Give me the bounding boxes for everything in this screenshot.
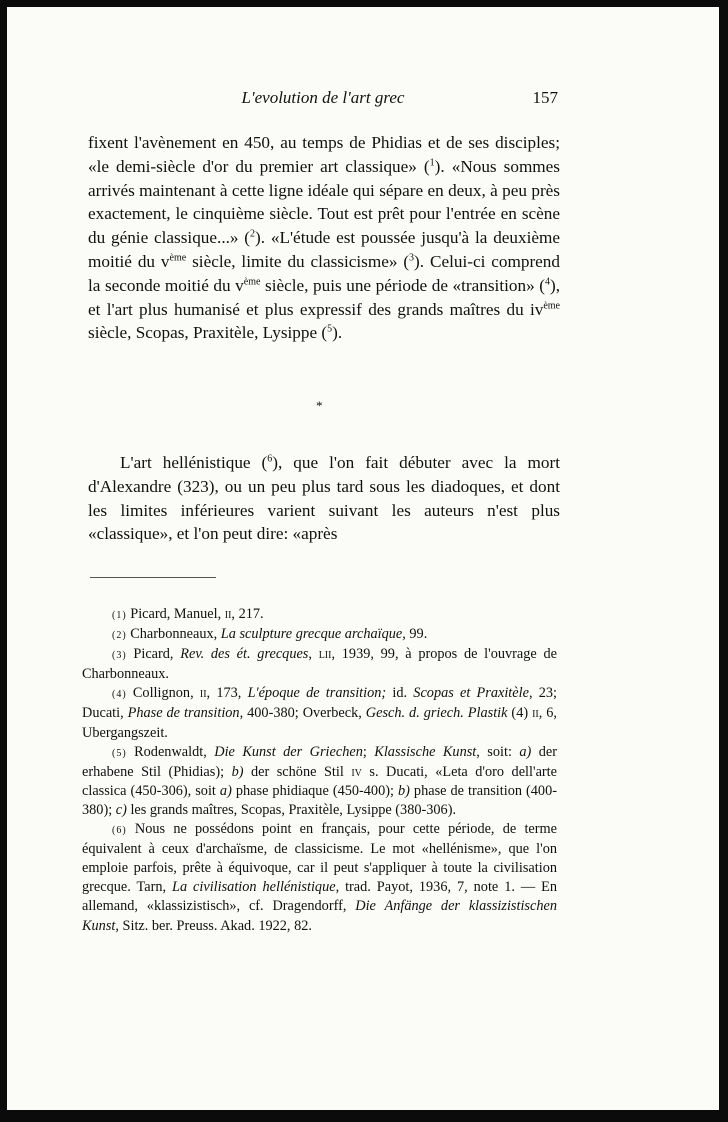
running-head (88, 88, 558, 114)
footnote-ref-1: 1 (429, 157, 435, 169)
footnote-6: (6) Nous ne possédons point en français, pour cette période, de terme équivalent à ceux d'archaïsme, de classicisme. Le mot «hellénisme», que l'on emploie parfois, prête à équivoque, car il peut s'appliquer à toute la civilisation grecque. Tarn, La civilisation hellénistique, trad. Payot, 1936, 7, note 1. — En allemand, «klassizistisch», cf. Dragendorff, Die Anfänge der klassizistischen Kunst, Sitz. ber. Preuss. Akad. 1922, 82. (82, 821, 557, 934)
footnote-ref-4: 4 (544, 276, 550, 288)
footnote-4: (4) Collignon, ii, 173, L'époque de transition; id. Scopas et Praxitèle, 23; Ducati, Phase de transition, 400-380; Overbeck, Gesch. d. griech. Plastik (4) ii, 6, Ubergangszeit. (82, 685, 558, 741)
footnotes (82, 605, 557, 936)
section-break-asterisk: * (316, 398, 323, 413)
footnote-ref-3: 3 (409, 252, 415, 264)
footnote-2: (2) Charbonneaux, La sculpture grecque archaïque, 99. (112, 626, 428, 643)
footnote-ref-5: 5 (327, 323, 333, 335)
footnote-ref-6: 6 (267, 453, 273, 465)
page-number: 157 (532, 88, 558, 107)
footnote-5: (5) Rodenwaldt, Die Kunst der Griechen; Klassische Kunst, soit: a) der erhabene Stil (Phidias); b) der schöne Stil iv s. Ducati, «Leta d'oro dell'arte classica (450-306), soit a) phase phidiaque (450-400); b) phase de transition (400-380); c) les grands maîtres, Scopas, Praxitèle, Lysippe (380-306). (82, 743, 557, 818)
footnote-1: (1) Picard, Manuel, ii, 217. (112, 606, 264, 622)
footnote-3: (3) Picard, Rev. des ét. grecques, lii, 1939, 99, à propos de l'ouvrage de Charbonneaux. (82, 646, 557, 683)
footnote-ref-2: 2 (250, 228, 256, 240)
body-paragraph-2: L'art hellénistique ($^6$), que l'on fait débuter avec la mort d'Alexandre (323), ou un peu plus tard sous les diadoques, et dont les limites inférieures varient suivant les auteurs n'est plus «classique», et l'on peut dire: «après (88, 453, 560, 544)
running-title: L'evolution de l'art grec (241, 88, 405, 107)
body-paragraph-1: fixent l'avènement en 450, au temps de Phidias et de ses disciples; «le demi-siècle d'or du premier art classique» ($^1$). «Nous sommes arrivés maintenant à cette ligne idéale qui sépare en deux, à peu près exactement, le cinquième siècle. Tout est prêt pour l'entrée en scène du génie classique...» ($^2$). «L'étude est poussée jusqu'à la deuxième moitié du $v^{ème}$ siècle, limite du classicisme» ($^3$). Celui-ci comprend la seconde moitié du $v^{ème}$ siècle, puis une période de «transition» ($^4$), et l'art plus humanisé et plus expressif des grands maîtres du $iv^{ème}$ siècle, Scopas, Praxitèle, Lysippe ($^5$). (88, 133, 561, 343)
footnote-separator (90, 577, 216, 578)
